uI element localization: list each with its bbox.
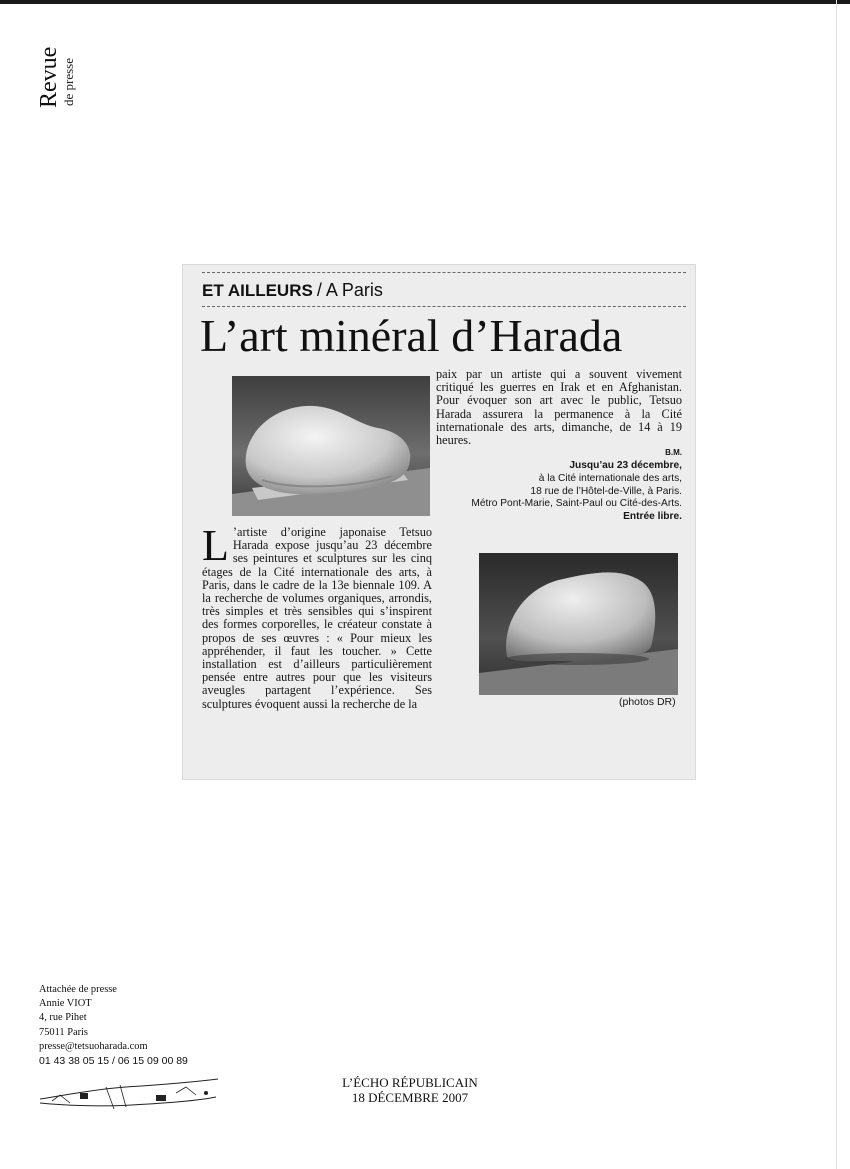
photo-caption: (photos DR) [619,696,676,708]
author-initials: B.M. [665,448,682,457]
rubric-main: ET AILLEURS [202,281,313,300]
info-entry: Entrée libre. [623,511,682,523]
top-dashed-rule [202,272,686,273]
exhibition-info [471,460,682,524]
info-metro: Métro Pont-Marie, Saint-Paul ou Cité-des-Arts. [471,498,682,510]
side-label-subtitle: de presse [61,57,76,106]
info-address: 18 rue de l’Hôtel-de-Ville, à Paris. [530,485,682,497]
sculpture-image-1 [232,376,430,516]
contact-city: 75011 Paris [39,1026,88,1038]
side-label-title: Revue [36,46,62,108]
info-dates: Jusqu’au 23 décembre, [569,460,682,471]
rubric-dashed-rule [202,306,686,307]
landscape-sketch-icon [36,1073,222,1113]
publication-date: 18 DÉCEMBRE 2007 [351,1090,469,1105]
contact-name: Annie VIOT [39,998,92,1010]
newspaper-clipping [182,264,696,780]
sculpture-image-2 [479,553,678,695]
article-body-left [202,521,432,711]
article-body-right [436,368,682,447]
publication-source [310,1075,510,1105]
page-top-border [0,0,850,4]
rubric-location: / A Paris [316,280,383,300]
publication-name: L’ÉCHO RÉPUBLICAIN [342,1075,478,1090]
drop-cap: L [202,521,229,570]
article-body-continued: paix par un artiste qui a souvent vivement critiqué les guerres en Irak et en Afghanistan. Pour évoquer son art avec le public, Tetsuo Harada assurera la permanence à la Cité internationale des arts, dimanche, de 14 à 19 heures. [436,367,682,448]
page-right-edge [836,0,837,1169]
section-rubric [202,280,383,301]
contact-phones: 01 43 38 05 15 / 06 15 09 00 89 [39,1055,188,1067]
article-headline: L’art minéral d’Harada [200,310,623,361]
press-contact-block [39,983,148,1054]
sculpture-photo-2 [479,553,678,695]
contact-email: presse@tetsuoharada.com [39,1040,148,1052]
sculpture-photo-1 [232,376,430,516]
contact-street: 4, rue Pihet [39,1012,87,1024]
revue-de-presse-label [36,46,116,188]
contact-role: Attachée de presse [39,984,117,995]
info-venue: à la Cité internationale des arts, [538,472,682,484]
article-body-text: ’artiste d’origine japonaise Tetsuo Harada expose jusqu’au 23 décembre ses peintures et sculptures sur les cinq étages de la Cité internationale des arts, à Paris, dans le cadre de la 13e biennale 109. A la recherche de volumes organiques, arrondis, très simples et très sensibles qui s’inspirent des formes corporelles, le créateur constate à propos de ses œuvres : « Pour mieux les appréhender, il faut les toucher. » Cette installation est d’ailleurs particulièrement pensée entre autres pour que les visiteurs aveugles partagent l’expérience. Ses sculptures évoquent aussi la recherche de la [202,525,432,711]
